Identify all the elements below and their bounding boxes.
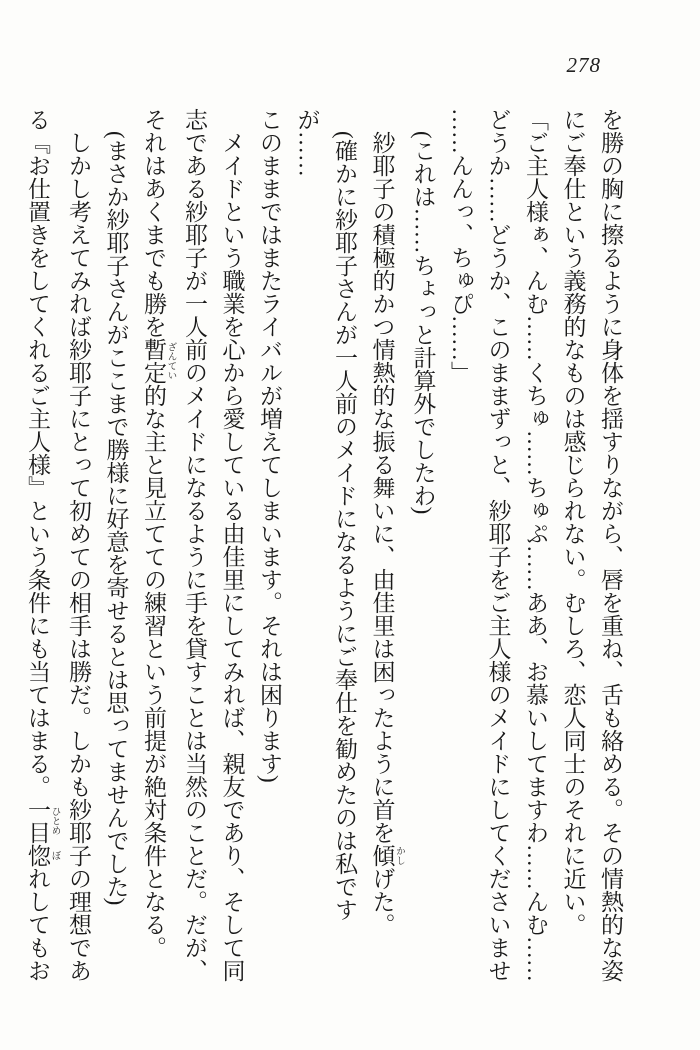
text-line-12: それはあくまでも勝を暫定 ざんてい的な主と見立てての練習という前提が絶対条件となる。 (141, 108, 176, 959)
page-number: 278 (566, 53, 601, 77)
text-line-11: 志である紗耶子が一人前のメイドになるように手を貸すことは当然のことだ。だが、 (182, 108, 207, 982)
text-line-2: にご奉仕という義務的なものは感じられない。むしろ、恋人同士のそれに近い。 (560, 108, 586, 936)
text-line-8: (確かに紗耶子さんが一人前のメイドになるようにご奉仕を勧めたのは私ですが…… (294, 108, 357, 921)
text-line-13: (まさか紗耶子さんがここまで勝様に好意を寄せるとは思ってませんでした) (103, 131, 129, 906)
text-line-5: ……んんっ、ちゅぴ……」 (448, 108, 473, 384)
text-line-14: しかし考えてみれば紗耶子にとって初めての相手は勝だ。しかも紗耶子の理想であ (66, 131, 91, 982)
text-line-15: る『お仕置きをしてくれるご主人様』という条件にも当てはまる。一目 ひとめ惚 ぼれしてもお (25, 108, 60, 982)
text-line-10: メイドという職業を心から愛している由佳里にしてみれば、親友であり、そして同 (219, 131, 245, 982)
vertical-text-block (19, 108, 630, 986)
text-line-3: 「ご主人様ぁ、んむ……くちゅ……ちゅぷ……ああ、お慕いしてますわ……んむ…… (523, 108, 548, 982)
text-line-7: 紗耶子の積極的かつ情熱的な振る舞いに、由佳里は困ったように首を傾 かしげた。 (369, 131, 404, 936)
text-line-9: このままではまたライバルが増えてしまいます。それは困ります) (257, 108, 282, 783)
text-line-4: どうか……どうか、このままずっと、紗耶子をご主人様のメイドにしてくださいませ (485, 108, 511, 982)
text-line-1: を勝の胸に擦るように身体を揺すりながら、唇を重ね、舌も絡める。その情熱的な姿 (598, 108, 623, 982)
text-line-6: (これは……ちょっと計算外でしたわ) (410, 131, 436, 515)
